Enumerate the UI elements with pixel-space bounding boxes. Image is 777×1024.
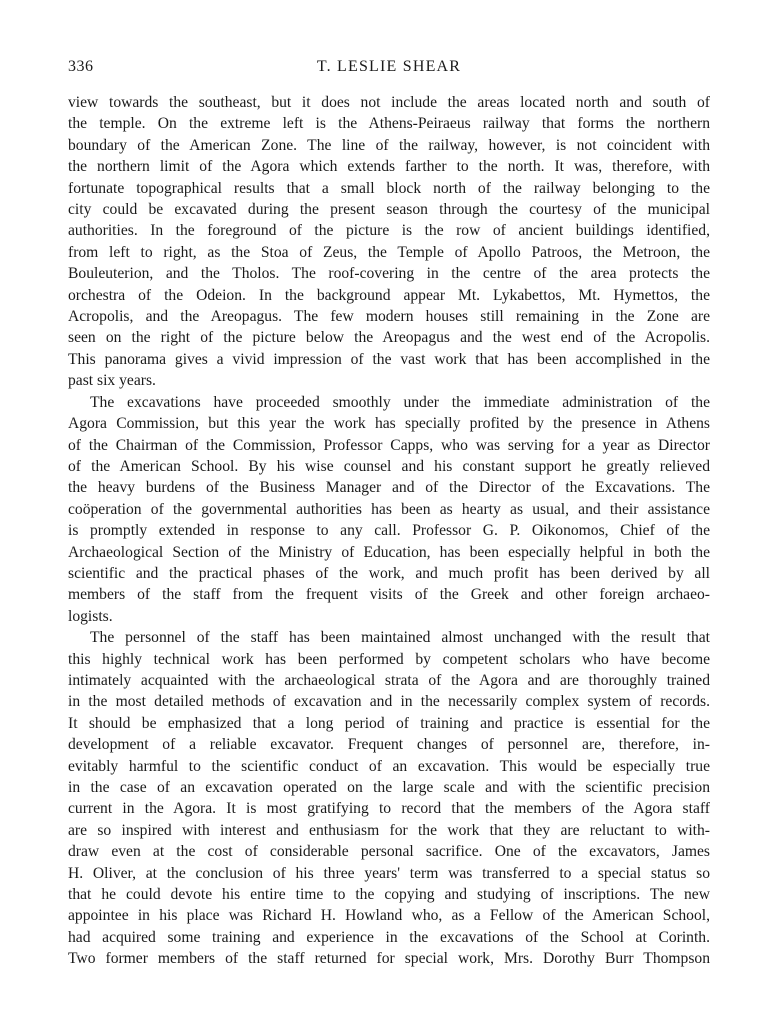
text-line: Acropolis, and the Areopagus. The few modern houses still remaining in the Zone are <box>68 308 710 326</box>
text-line: is promptly extended in response to any call. Professor G. P. Oikonomos, Chief of the <box>68 522 710 540</box>
text-line: of the Chairman of the Commission, Professor Capps, who was serving for a year as Director <box>68 436 710 454</box>
text-line: The excavations have proceeded smoothly under the immediate administration of the <box>90 393 710 411</box>
document-page <box>68 58 710 970</box>
text-line: It should be emphasized that a long period of training and practice is essential for the <box>68 714 710 732</box>
text-line: seen on the right of the picture below the Areopagus and the west end of the Acropolis. <box>68 329 710 347</box>
text-line: Two former members of the staff returned for special work, Mrs. Dorothy Burr Thompson <box>68 950 710 968</box>
text-line: This panorama gives a vivid impression of the vast work that has been accomplished in the <box>68 350 710 368</box>
text-line: boundary of the American Zone. The line of the railway, however, is not coincident with <box>68 136 710 154</box>
running-head: T. LESLIE SHEAR <box>316 58 462 75</box>
text-line: of the American School. By his wise counsel and his constant support he greatly relieved <box>68 457 710 475</box>
text-line: draw even at the cost of considerable personal sacrifice. One of the excavators, James <box>68 843 710 861</box>
text-line: the heavy burdens of the Business Manager and of the Director of the Excavations. The <box>68 479 710 497</box>
page-number: 336 <box>68 58 94 75</box>
paragraph <box>68 392 710 627</box>
text-line: evitably harmful to the scientific conduct of an excavation. This would be especially true <box>68 757 710 775</box>
text-line: orchestra of the Odeion. In the background appear Mt. Lykabettos, Mt. Hymettos, the <box>68 286 710 304</box>
text-line: city could be excavated during the present season through the courtesy of the municipal <box>68 201 710 219</box>
text-line: that he could devote his entire time to the copying and studying of inscriptions. The new <box>68 886 710 904</box>
text-line: members of the staff from the frequent visits of the Greek and other foreign archaeo- <box>68 586 710 604</box>
text-line: Agora Commission, but this year the work has specially profited by the presence in Athens <box>68 415 710 433</box>
text-line: are so inspired with interest and enthusiasm for the work that they are reluctant to with- <box>68 821 710 839</box>
text-line: development of a reliable excavator. Frequent changes of personnel are, therefore, in- <box>68 736 710 754</box>
text-line: the temple. On the extreme left is the Athens-Peiraeus railway that forms the northern <box>68 115 710 133</box>
text-line: fortunate topographical results that a small block north of the railway belonging to the <box>68 179 710 197</box>
text-line: authorities. In the foreground of the picture is the row of ancient buildings identified, <box>68 222 710 240</box>
text-line: view towards the southeast, but it does not include the areas located north and south of <box>68 94 710 111</box>
paragraph <box>68 627 710 970</box>
text-line: had acquired some training and experience in the excavations of the School at Corinth. <box>68 928 710 946</box>
text-line: scientific and the practical phases of the work, and much profit has been derived by all <box>68 564 710 582</box>
text-line: Archaeological Section of the Ministry of Education, has been especially helpful in both the <box>68 543 710 561</box>
text-line: in the most detailed methods of excavation and in the necessarily complex system of records. <box>68 693 710 711</box>
text-line: past six years. <box>68 372 156 390</box>
text-line: intimately acquainted with the archaeological strata of the Agora and are thoroughly trained <box>68 671 710 689</box>
text-line: from left to right, as the Stoa of Zeus, the Temple of Apollo Patroos, the Metroon, the <box>68 243 710 261</box>
body-text <box>68 92 710 970</box>
text-line: this highly technical work has been performed by competent scholars who have become <box>68 650 710 668</box>
text-line: coöperation of the governmental authorities has been as hearty as usual, and their assistance <box>68 500 710 518</box>
text-line: current in the Agora. It is most gratifying to record that the members of the Agora staff <box>68 800 710 818</box>
paragraph <box>68 92 710 392</box>
text-line: Bouleuterion, and the Tholos. The roof-covering in the centre of the area protects the <box>68 265 710 283</box>
text-line: The personnel of the staff has been maintained almost unchanged with the result that <box>90 629 710 647</box>
text-line: logists. <box>68 607 113 625</box>
text-line: in the case of an excavation operated on the large scale and with the scientific precision <box>68 779 710 796</box>
text-line: the northern limit of the Agora which extends farther to the north. It was, therefore, with <box>68 158 710 176</box>
text-line: H. Oliver, at the conclusion of his three years' term was transferred to a special status so <box>68 864 710 882</box>
page-header <box>68 58 710 82</box>
text-line: appointee in his place was Richard H. Howland who, as a Fellow of the American School, <box>68 907 710 925</box>
